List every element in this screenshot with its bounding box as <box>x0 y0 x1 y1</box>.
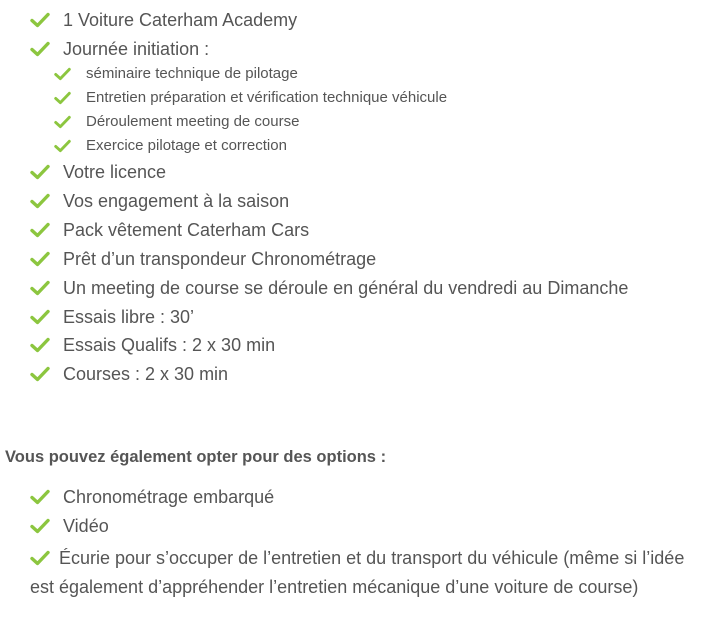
check-icon <box>30 222 50 238</box>
check-icon <box>30 518 50 534</box>
check-icon <box>30 12 50 28</box>
check-icon <box>30 337 50 353</box>
check-icon <box>30 489 50 505</box>
list-item-label: Journée initiation : <box>63 39 210 59</box>
list-item-label: Un meeting de course se déroule en général du vendredi au Dimanche <box>63 278 629 298</box>
list-item-label: Courses : 2 x 30 min <box>63 364 229 384</box>
list-item-label: Pack vêtement Caterham Cars <box>63 220 310 240</box>
check-icon <box>30 280 50 296</box>
check-icon <box>54 115 71 129</box>
options-heading: Vous pouvez également opter pour des options : <box>5 448 387 466</box>
check-icon <box>30 193 50 209</box>
sub-list-item-label: Déroulement meeting de course <box>86 113 300 130</box>
list-item-label: Votre licence <box>63 162 167 182</box>
check-icon <box>54 139 71 153</box>
option-item-label: Écurie pour s’occuper de l’entretien et du transport du véhicule (même si l’idée est également d’appréhender l’entretien mécanique d’une voiture de course) <box>30 548 685 597</box>
sub-list-item-label: séminaire technique de pilotage <box>86 65 298 82</box>
list-item-label: 1 Voiture Caterham Academy <box>63 10 298 30</box>
check-icon <box>30 164 50 180</box>
check-icon <box>54 91 71 105</box>
list-item-label: Prêt d’un transpondeur Chronométrage <box>63 249 377 269</box>
option-item-label: Vidéo <box>63 516 109 536</box>
check-icon <box>30 366 50 382</box>
check-icon <box>30 41 50 57</box>
option-item <box>30 544 700 602</box>
check-icon <box>54 67 71 81</box>
list-item-label: Essais libre : 30’ <box>63 307 195 327</box>
check-icon <box>30 251 50 267</box>
sub-list-item-label: Exercice pilotage et correction <box>86 137 287 154</box>
sub-list-item-label: Entretien préparation et vérification technique véhicule <box>86 89 448 106</box>
check-icon <box>30 550 50 566</box>
option-item-label: Chronométrage embarqué <box>63 487 275 507</box>
list-item-label: Vos engagement à la saison <box>63 191 290 211</box>
check-icon <box>30 309 50 325</box>
list-item-label: Essais Qualifs : 2 x 30 min <box>63 335 276 355</box>
